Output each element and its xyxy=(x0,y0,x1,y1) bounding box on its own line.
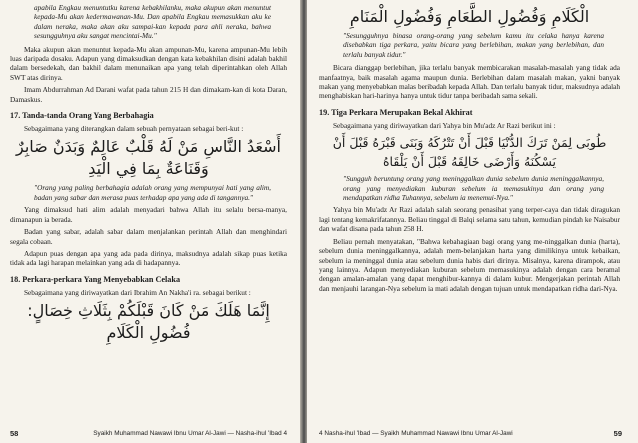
footer xyxy=(319,429,622,438)
right-page xyxy=(307,0,638,443)
translation-quote: "Sesungguhnya binasa orang-orang yang sebelum kamu itu celaka hanya karena disebabkan tiga perkara, yaitu bicara yang berlebihan, makan yang berlebihan, dan terlalu banyak tidur." xyxy=(343,31,604,59)
paragraph: Bicara dianggap berlebihan, jika terlalu banyak membicarakan masalah-masalah yang tidak ada manfaatnya, baik masalah agama maupun dunia. Berlebihan dalam masalah makan, yakni banyak makan yang menyebabkan malas beribadah kepada Allah. Dan terlalu banyak tidur, maksudnya adalah menghabiskan hari-harinya hanya untuk tidur tanpa beribadah sama sekali. xyxy=(319,63,620,101)
running-footer: 4 Nasha-ihul 'Ibad — Syaikh Muhammad Nawawi Ibnu Umar Al-Jawi xyxy=(319,430,513,437)
paragraph: Beliau pernah menyatakan, "Bahwa kebahagiaan bagi orang yang me-ninggalkan dunia (harta), sebelum dunia meninggalkannya, adalah mem-belanjakan harta yang dimilikinya untuk kebaikan, sebelum ia meninggal dunia atau sebelum dunia habis dari dirinya. Misalnya, karena dirampok, atau yang lainnya. Adapun menyediakan kuburan sebelum memasukinya adalah dengan cara beramal dengan amalan-amalan yang dapat menghibur-kannya di dalam kubur. Mengerjakan perintah Allah dan menjauhi larangan-Nya sebelum ia mati adalah dengan tujuan untuk mendapatkan ridha dari-Nya. xyxy=(319,236,620,293)
paragraph: Sebagaimana yang diriwayatkan dari Yahya bin Mu'adz Ar Razi berikut ini : xyxy=(333,120,556,130)
translation-quote: "Orang yang paling berbahagia adalah orang yang mempunyai hati yang alim, badan yang sabar dan merasa puas terhadap apa yang ada di tangannya." xyxy=(34,183,271,202)
footer xyxy=(10,429,287,438)
paragraph: Sebagaimana yang diterangkan dalam sebuah pernyataan sebagai beri-kut : xyxy=(24,124,244,134)
page-number: 58 xyxy=(10,429,19,438)
arabic-text: طُوبَى لِمَنْ تَرَكَ الدُّنْيَا قَبْلَ أَنْ تَتْرُكَهُ وَبَنَى قَبْرَهُ قَبْلَ أَنْ يَسْكُنَهُ وَأَرْضَى خَالِقَهُ قَبْلَ أَنْ يَلْقَاهُ xyxy=(332,135,607,170)
paragraph: Yang dimaksud hati alim adalah menyadari bahwa Allah itu selalu bersa-manya, dimanapun ia berada. xyxy=(10,205,287,224)
section-heading-19: 19. Tiga Perkara Merupakan Bekal Akhirat xyxy=(319,107,473,117)
section-heading-17: 17. Tanda-tanda Orang Yang Berbahagia xyxy=(10,111,154,121)
paragraph: Adapun puas dengan apa yang ada pada dirinya, maksudnya adalah sikap puas ketika tidak ada lagi harapan melainkan yang ada di hadapannya. xyxy=(10,248,287,268)
translation-quote: "Sungguh beruntung orang yang meninggalkan dunia sebelum dunia meninggalkannya, orang yang menyediakan kuburan sebelum ia memasukinya dan orang yang mendapatkan ridha Tuhannya, sebelum ia menemui-Nya." xyxy=(343,174,604,203)
paragraph: Yahya bin Mu'adz Ar Razi adalah salah seorang penasihat yang terper-caya dan tidak diragukan lagi tentang kemakrifatannya. Beliau tinggal di Balqi selama satu tahun, kemudian pindah ke Naisabur dan wafat disana pada tahun 258 H. xyxy=(319,205,620,234)
paragraph: Maka akupun akan menuntut kepada-Mu akan ampunan-Mu, karena ampunan-Mu lebih luas daripada dosaku. Adapun yang dimaksudkan dengan kata kebakhilan disini adalah bakhil dalam bersedekah, dan bakhil dalam menunaikan apa yang telah diperintahkan oleh Allah SWT atas dirinya. xyxy=(10,44,287,82)
page-number: 59 xyxy=(613,429,622,438)
arabic-text: أَسْعَدُ النَّاسِ مَنْ لَهُ قَلْبٌ عَالِمٌ وَبَدَنٌ صَابِرٌ وَقَنَاعَةٌ بِمَا فِي الْيَدِ xyxy=(16,137,281,179)
running-footer: Syaikh Muhammad Nawawi Ibnu Umar Al-Jawi — Nasha-ihul 'Ibad 4 xyxy=(93,430,287,437)
paragraph: Imam Abdurrahman Ad Darani wafat pada tahun 215 H dan dimakam-kan di kota Daran, Damaskus. xyxy=(10,85,287,104)
section-heading-18: 18. Perkara-perkara Yang Menyebabkan Celaka xyxy=(10,274,181,284)
paragraph: Badan yang sabar, adalah sabar dalam menjalankan perintah Allah dan menghindari segala cobaan. xyxy=(10,227,287,246)
intro-quote: apabila Engkau menuntutku karena kebakhilanku, maka akupun akan menuntut kepada-Mu akan kedermawanan-Mu. Dan apabila Engkau memasukkan aku ke dalam neraka, maka akan aku sampai-kan kepada para ahli neraka, bahwa sesungguhnya aku sangat mencintai-Mu." xyxy=(34,3,271,41)
arabic-text: الْكَلَامِ وَفُضُولِ الطَّعَامِ وَفُضُولِ الْمَنَامِ xyxy=(349,7,590,26)
left-page xyxy=(0,0,301,443)
paragraph: Sebagaimana yang diriwayatkan dari Ibrahim An Nakha'i ra. sebagai berikut : xyxy=(24,287,251,297)
arabic-text: إِنَّمَا هَلَكَ مَنْ كَانَ قَبْلَكُمْ بِثَلَاثِ خِصَالٍ: فُضُولِ الْكَلَامِ xyxy=(27,301,270,343)
